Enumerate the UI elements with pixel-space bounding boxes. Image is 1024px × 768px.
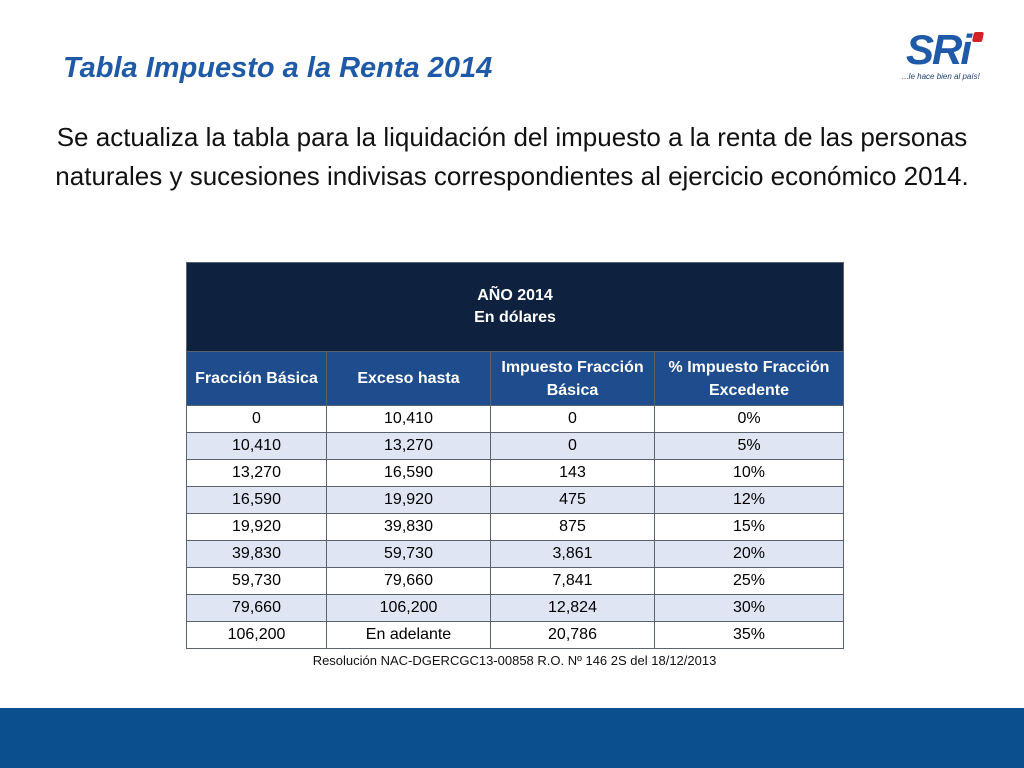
cell-fraccion-basica: 59,730 — [187, 568, 327, 595]
cell-exceso-hasta: 13,270 — [327, 433, 491, 460]
table-row — [187, 487, 844, 514]
table-currency: En dólares — [474, 309, 556, 326]
table-row — [187, 433, 844, 460]
table-row — [187, 406, 844, 433]
column-header-fraccion-basica: Fracción Básica — [187, 352, 327, 406]
table-title-cell — [187, 263, 844, 352]
table-row — [187, 514, 844, 541]
cell-exceso-hasta: 10,410 — [327, 406, 491, 433]
cell-porcentaje: 35% — [655, 622, 844, 649]
cell-impuesto-basica: 12,824 — [491, 595, 655, 622]
cell-exceso-hasta: En adelante — [327, 622, 491, 649]
cell-impuesto-basica: 7,841 — [491, 568, 655, 595]
cell-fraccion-basica: 10,410 — [187, 433, 327, 460]
column-header-impuesto-fraccion-basica: Impuesto Fracción Básica — [491, 352, 655, 406]
table-row — [187, 541, 844, 568]
cell-porcentaje: 25% — [655, 568, 844, 595]
cell-porcentaje: 10% — [655, 460, 844, 487]
cell-porcentaje: 5% — [655, 433, 844, 460]
table-title-row — [187, 263, 844, 352]
cell-exceso-hasta: 59,730 — [327, 541, 491, 568]
cell-fraccion-basica: 13,270 — [187, 460, 327, 487]
tax-table — [186, 262, 844, 649]
cell-porcentaje: 12% — [655, 487, 844, 514]
cell-fraccion-basica: 39,830 — [187, 541, 327, 568]
slide-title: Tabla Impuesto a la Renta 2014 — [63, 52, 493, 84]
cell-impuesto-basica: 20,786 — [491, 622, 655, 649]
logo-tagline: ...le hace bien al país! — [902, 72, 980, 81]
table-source-note: Resolución NAC-DGERCGC13-00858 R.O. Nº 146 2S del 18/12/2013 — [312, 653, 717, 668]
logo-dot-icon — [972, 32, 984, 42]
cell-porcentaje: 0% — [655, 406, 844, 433]
cell-porcentaje: 15% — [655, 514, 844, 541]
column-header-exceso-hasta: Exceso hasta — [327, 352, 491, 406]
table-row — [187, 622, 844, 649]
cell-fraccion-basica: 79,660 — [187, 595, 327, 622]
cell-fraccion-basica: 0 — [187, 406, 327, 433]
intro-paragraph: Se actualiza la tabla para la liquidación del impuesto a la renta de las personas naturales y sucesiones indivisas correspondientes al ejercicio económico 2014. — [55, 122, 969, 191]
cell-exceso-hasta: 16,590 — [327, 460, 491, 487]
table-row — [187, 568, 844, 595]
table-year: AÑO 2014 — [477, 287, 553, 304]
cell-exceso-hasta: 106,200 — [327, 595, 491, 622]
table-row — [187, 595, 844, 622]
cell-porcentaje: 30% — [655, 595, 844, 622]
cell-exceso-hasta: 79,660 — [327, 568, 491, 595]
cell-fraccion-basica: 106,200 — [187, 622, 327, 649]
column-header-impuesto-excedente: % Impuesto Fracción Excedente — [655, 352, 844, 406]
sri-logo — [900, 28, 990, 88]
column-header-row — [187, 352, 844, 406]
cell-fraccion-basica: 16,590 — [187, 487, 327, 514]
logo-mark: SRi — [906, 26, 971, 73]
cell-porcentaje: 20% — [655, 541, 844, 568]
cell-impuesto-basica: 0 — [491, 406, 655, 433]
table-row — [187, 460, 844, 487]
cell-impuesto-basica: 475 — [491, 487, 655, 514]
cell-impuesto-basica: 0 — [491, 433, 655, 460]
cell-impuesto-basica: 3,861 — [491, 541, 655, 568]
cell-fraccion-basica: 19,920 — [187, 514, 327, 541]
footer-band — [0, 708, 1024, 768]
cell-impuesto-basica: 875 — [491, 514, 655, 541]
cell-exceso-hasta: 39,830 — [327, 514, 491, 541]
cell-exceso-hasta: 19,920 — [327, 487, 491, 514]
cell-impuesto-basica: 143 — [491, 460, 655, 487]
